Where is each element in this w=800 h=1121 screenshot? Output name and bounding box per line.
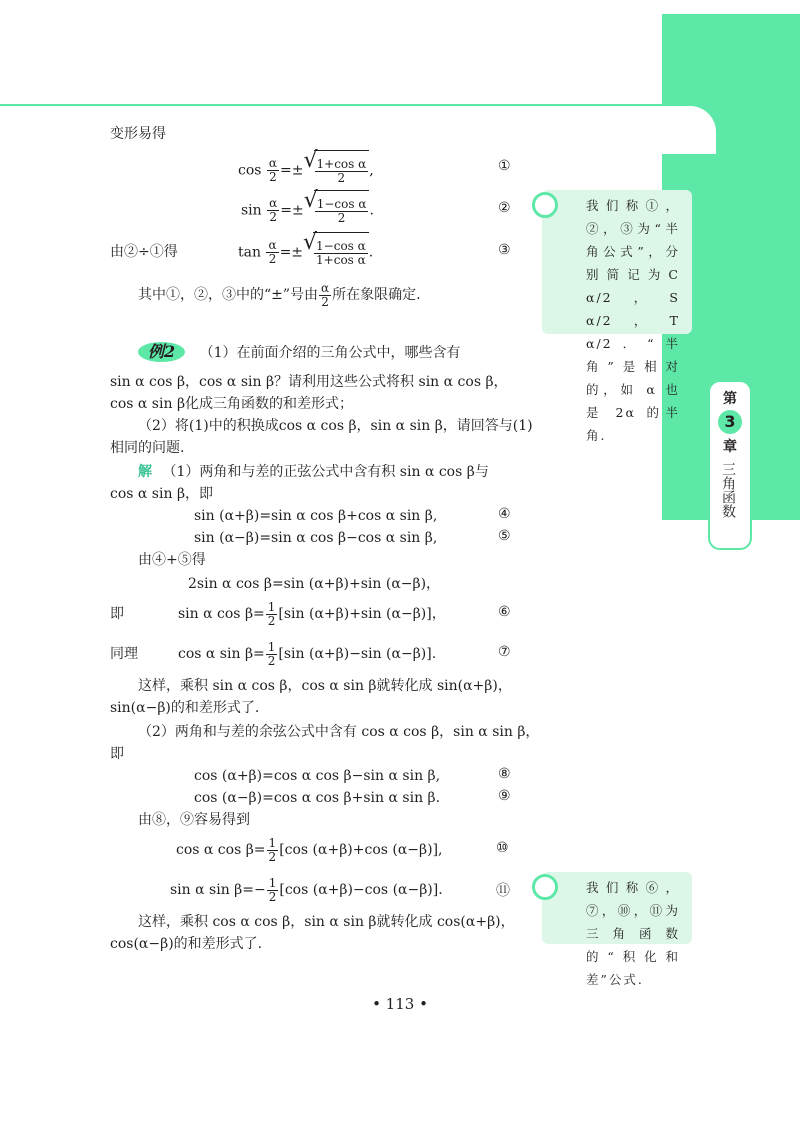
formula-6: sin α cos β= $\frac{1}{2}$ [sin (α+β)+sin (α−β)]， [178, 599, 446, 628]
formula-9: cos (α−β)=cos α cos β+sin α sin β. [194, 790, 441, 806]
by-4-plus-5: 由④+⑤得 [138, 552, 206, 568]
half-angle-tan-formula: tan $\frac{\alpha}{2}$ =± √ $\frac{\text{1−cos α}}{\text{1+cos α}}$ . [238, 232, 373, 272]
ji-label: 即 [110, 606, 124, 622]
equation-number-8: ⑧ [498, 766, 511, 782]
solution-line-1b: cos α sin β，即 [110, 486, 214, 502]
chapter-number: 3 [718, 410, 742, 434]
formula-sum: 2sin α cos β=sin (α+β)+sin (α−β)， [188, 576, 441, 592]
tongli-label: 同理 [110, 646, 138, 662]
solution-line-2d: cos(α−β)的和差形式了. [110, 936, 263, 952]
equation-number-1: ① [498, 158, 511, 174]
chapter-di: 第 [723, 391, 737, 407]
equation-number-4: ④ [498, 506, 511, 522]
sidebar-note-product-to-sum [542, 872, 692, 987]
note-half-angle-text: 我们称①，②，③为“半角公式”，分别简记为C α/2，S α/2，T α/2．“半角”是相对的，如 α 也是 2α 的半角. [586, 198, 680, 443]
equation-number-2: ② [498, 200, 511, 216]
solution-line-2a: （2）两角和与差的余弦公式中含有 cos α cos β，sin α sin β， [138, 724, 540, 740]
example-question-2b: 相同的问题. [110, 440, 185, 456]
page-top-border [0, 104, 718, 154]
equation-number-3: ③ [498, 242, 511, 258]
note-bubble-icon [532, 874, 558, 900]
chapter-tab [708, 380, 752, 550]
example-badge: 例2 [138, 342, 185, 362]
chapter-zhang: 章 [723, 439, 737, 455]
example-question-1c: cos α sin β化成三角函数的和差形式； [110, 396, 354, 412]
note-product-to-sum-text: 我们称⑥，⑦，⑩，⑪为三角函数的“积化和差”公式. [586, 880, 680, 987]
page-number: • 113 • [372, 995, 428, 1013]
sign-note: 其中①，②，③中的“±”号由 $\frac{\alpha}{2}$ 所在象限确定. [138, 280, 421, 309]
solution-line-2c: 这样，乘积 cos α cos β，sin α sin β就转化成 cos(α+β)， [138, 914, 515, 930]
formula-11: sin α sin β=− $\frac{1}{2}$ [cos (α+β)−cos (α−β)]. [170, 875, 443, 904]
by-8-9: 由⑧，⑨容易得到 [138, 812, 250, 828]
example-question-2a: （2）将(1)中的积换成cos α cos β，sin α sin β，请回答与(1) [138, 418, 533, 434]
sidebar-note-half-angle [542, 190, 692, 443]
equation-number-5: ⑤ [498, 528, 511, 544]
example-question-1b: sin α cos β，cos α sin β？请利用这些公式将积 sin α cos β， [110, 374, 508, 390]
solution-label: 解 [138, 464, 152, 480]
solution-line-1d: sin(α−β)的和差形式了. [110, 700, 260, 716]
half-angle-sin-formula: sin $\frac{\alpha}{2}$ =± √ $\frac{\text{1−cos α}}{2}$ . [241, 190, 374, 230]
solution-line-1a: 解 （1）两角和与差的正弦公式中含有积 sin α cos β与 [138, 464, 489, 480]
solution-line-2b: 即 [110, 746, 124, 762]
formula-8: cos (α+β)=cos α cos β−sin α sin β, [194, 768, 441, 784]
equation-number-6: ⑥ [498, 604, 511, 620]
equation-number-9: ⑨ [498, 788, 511, 804]
equation-number-11: ⑪ [496, 883, 510, 899]
formula-10: cos α cos β= $\frac{1}{2}$ [cos (α+β)+cos (α−β)], [176, 835, 443, 864]
intro-text: 变形易得 [110, 126, 166, 142]
note-bubble-icon [532, 192, 558, 218]
formula-7: cos α sin β= $\frac{1}{2}$ [sin (α+β)−sin (α−β)]. [178, 639, 437, 668]
eq3-prefix: 由②÷①得 [110, 244, 178, 260]
solution-line-1c: 这样，乘积 sin α cos β，cos α sin β就转化成 sin(α+β)， [138, 678, 512, 694]
half-angle-cos-formula: cos $\frac{\alpha}{2}$ =± √ $\frac{\text{1+cos α}}{2}$ , [238, 150, 374, 190]
chapter-title: 三角函数 [720, 462, 736, 518]
formula-5: sin (α−β)=sin α cos β−cos α sin β, [194, 530, 438, 546]
example-question-1a: 例2 （1）在前面介绍的三角公式中，哪些含有 [138, 342, 461, 363]
equation-number-7: ⑦ [498, 644, 511, 660]
formula-4: sin (α+β)=sin α cos β+cos α sin β, [194, 508, 438, 524]
equation-number-10: ⑩ [496, 840, 509, 856]
